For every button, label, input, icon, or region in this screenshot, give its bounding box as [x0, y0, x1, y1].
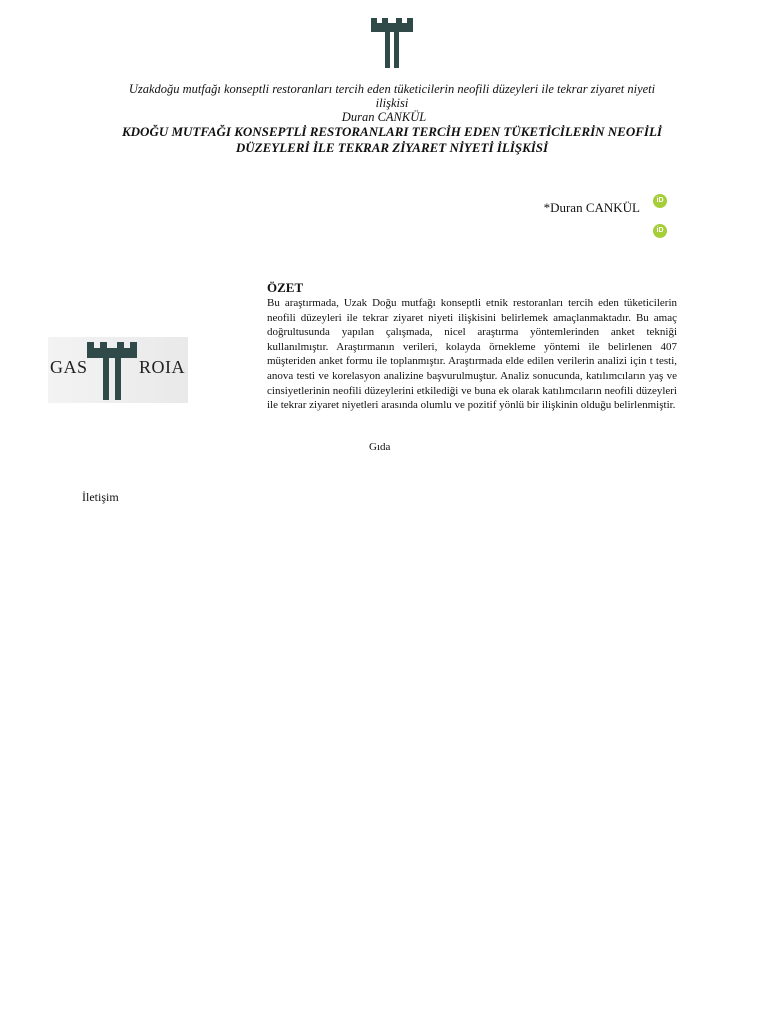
article-title-line-2: DÜZEYLERİ İLE TEKRAR ZİYARET NİYETİ İLİŞKİSİ — [235, 140, 549, 155]
author-name: *Duran CANKÜL — [543, 200, 640, 215]
orcid-icon[interactable]: iD — [653, 224, 667, 238]
orcid-icon[interactable]: iD — [653, 194, 667, 208]
gastroia-t-mark-icon — [87, 342, 137, 400]
contact-label: İletişim — [82, 490, 119, 504]
journal-logo-icon — [371, 18, 413, 68]
abstract-heading: ÖZET — [267, 280, 304, 295]
article-title — [112, 124, 672, 156]
running-title: Uzakdoğu mutfağı konseptli restoranları tercih eden tüketicilerin neofili düzeyleri ile tekrar ziyaret niyeti ilişkisi — [128, 82, 656, 110]
abstract-body: Bu araştırmada, Uzak Doğu mutfağı konseptli etnik restoranları tercih eden tüketicilerin neofili düzeyleri ile tekrar ziyaret niyeti ilişkisini belirlemek amaçlanmaktadır. Bu amaç doğrultusunda yapılan çalışmada, nicel araştırma yöntemlerinden anket tekniği kullanılmıştır. Araştırmanın verileri, kolayda örnekleme yöntemi ile belirlenen 407 müşteriden anket formu ile toplanmıştır. Araştırmada elde edilen verilerin analizi için t testi, anova testi ve korelasyon analizine başvurulmuştur. Analiz sonucunda, katılımcıların yaş ve cinsiyetlerinin neofili düzeylerini etkilediği ve buna ek olarak katılımcıların neofili düzeyleri ile tekrar ziyaret niyetleri arasında olumlu ve pozitif yönlü bir ilişkinin olduğu belirlenmiştir. — [267, 297, 677, 412]
article-title-line-1: KDOĞU MUTFAĞI KONSEPTLİ RESTORANLARI TERCİH EDEN TÜKETİCİLERİN NEOFİLİ — [122, 124, 662, 139]
gastroia-logo-left-text: GAS — [50, 357, 88, 377]
gastroia-logo-right-text: ROIA — [139, 357, 185, 377]
running-author: Duran CANKÜL — [341, 110, 427, 124]
keyword: Gıda — [369, 441, 391, 453]
